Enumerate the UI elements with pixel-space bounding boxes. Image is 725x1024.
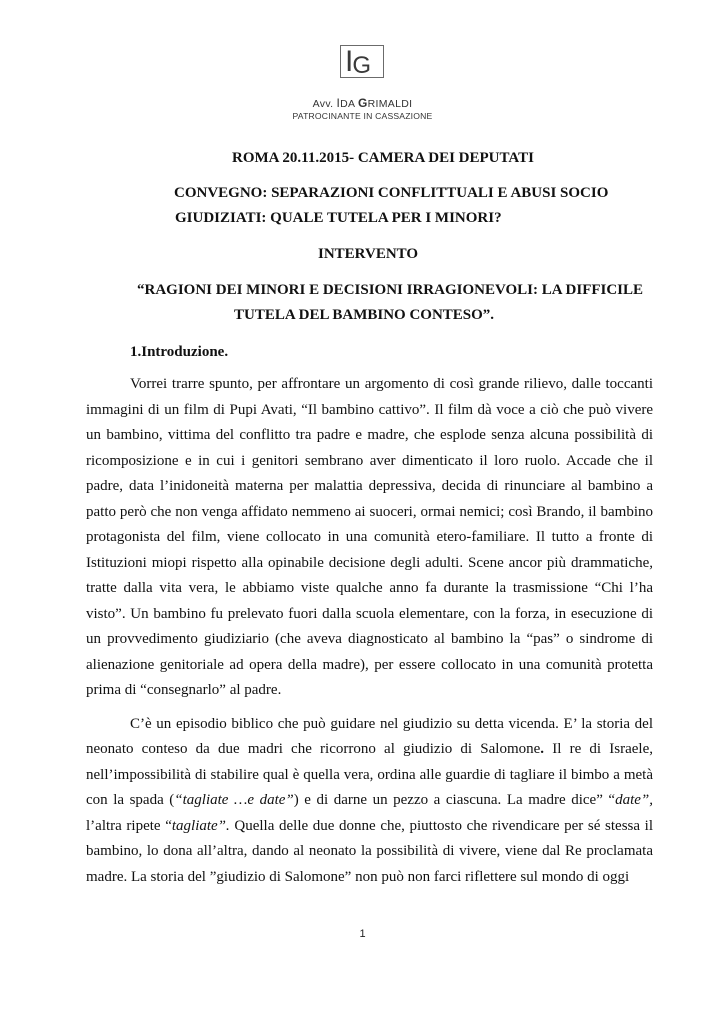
heading-conference-line1: CONVEGNO: SEPARAZIONI CONFLITTUALI E ABUSI SOCIO — [174, 185, 609, 201]
body-text — [86, 372, 653, 890]
lawyer-subtitle: PATROCINANTE IN CASSAZIONE — [292, 111, 433, 121]
heading-conference-line2: GIUDIZIATI: QUALE TUTELA PER I MINORI? — [175, 210, 502, 226]
page-number: 1 — [359, 928, 366, 940]
logo-monogram: IG — [345, 45, 371, 79]
heading-date-venue: ROMA 20.11.2015- CAMERA DEI DEPUTATI — [232, 150, 534, 166]
law-firm-logo — [340, 45, 384, 78]
heading-title-line2: TUTELA DEL BAMBINO CONTESO”. — [234, 307, 495, 323]
paragraph-introduction: Vorrei trarre spunto, per affrontare un argomento di così grande rilievo, dalle toccanti immagini di un film di Pupi Avati, “Il bambino cattivo”. Il film dà voce a ciò che può vivere un bambino, vittima del conflitto tra padre e madre, che esplode senza alcuna possibilità di ricomposizione e in cui i genitori sembrano aver dimenticato il loro ruolo. Accade che il padre, data l’inidoneità materna per malattia depressiva, decida di rinunciare al bambino a patto però che non venga affidato nemmeno ai suoceri, ormai nemici; così Brando, il bambino protagonista del film, viene collocato in una comunità etero-familiare. Il tutto a fronte di Istituzioni miopi rispetto alla opinabile decisione degli adulti. Scene ancor più drammatiche, tratte dalla vita vera, le abbiamo viste qualche anno fa durante la trasmissione “Chi l’ha visto”. Un bambino fu prelevato fuori dalla scuola elementare, con la forza, in esecuzione di un provvedimento giudiziario (che aveva diagnosticato al bambino la “pas” o sindrome di alienazione genitoriale ad opera della madre), per essere collocato in una comunità protetta prima di “consegnarlo” al padre. — [86, 376, 653, 698]
lawyer-name: Avv. IDA GRIMALDI — [312, 96, 413, 110]
heading-intervento: INTERVENTO — [318, 246, 419, 262]
paragraph-salomone: C’è un episodio biblico che può guidare nel giudizio su detta vicenda. E’ la storia del neonato conteso da due madri che ricorrono al giudizio di Salomone. Il re di Israele, nell’impossibilità di stabilire qual è quella vera, ordina alle guardie di tagliare il bimbo a metà con la spada (“tagliate …e date”) e di darne un pezzo a ciascuna. La madre dice” “date”, l’altra ripete “tagliate”. Quella delle due donne che, piuttosto che rivendicare per sé stessa il bambino, lo dona all’altra, dando al neonato la possibilità di vivere, viene dal Re proclamata madre. La storia del ”giudizio di Salomone” non può non farci riflettere sul mondo di oggi — [86, 715, 653, 885]
section-title: 1.Introduzione. — [130, 344, 229, 360]
heading-title-line1: “RAGIONI DEI MINORI E DECISIONI IRRAGIONEVOLI: LA DIFFICILE — [137, 282, 644, 298]
